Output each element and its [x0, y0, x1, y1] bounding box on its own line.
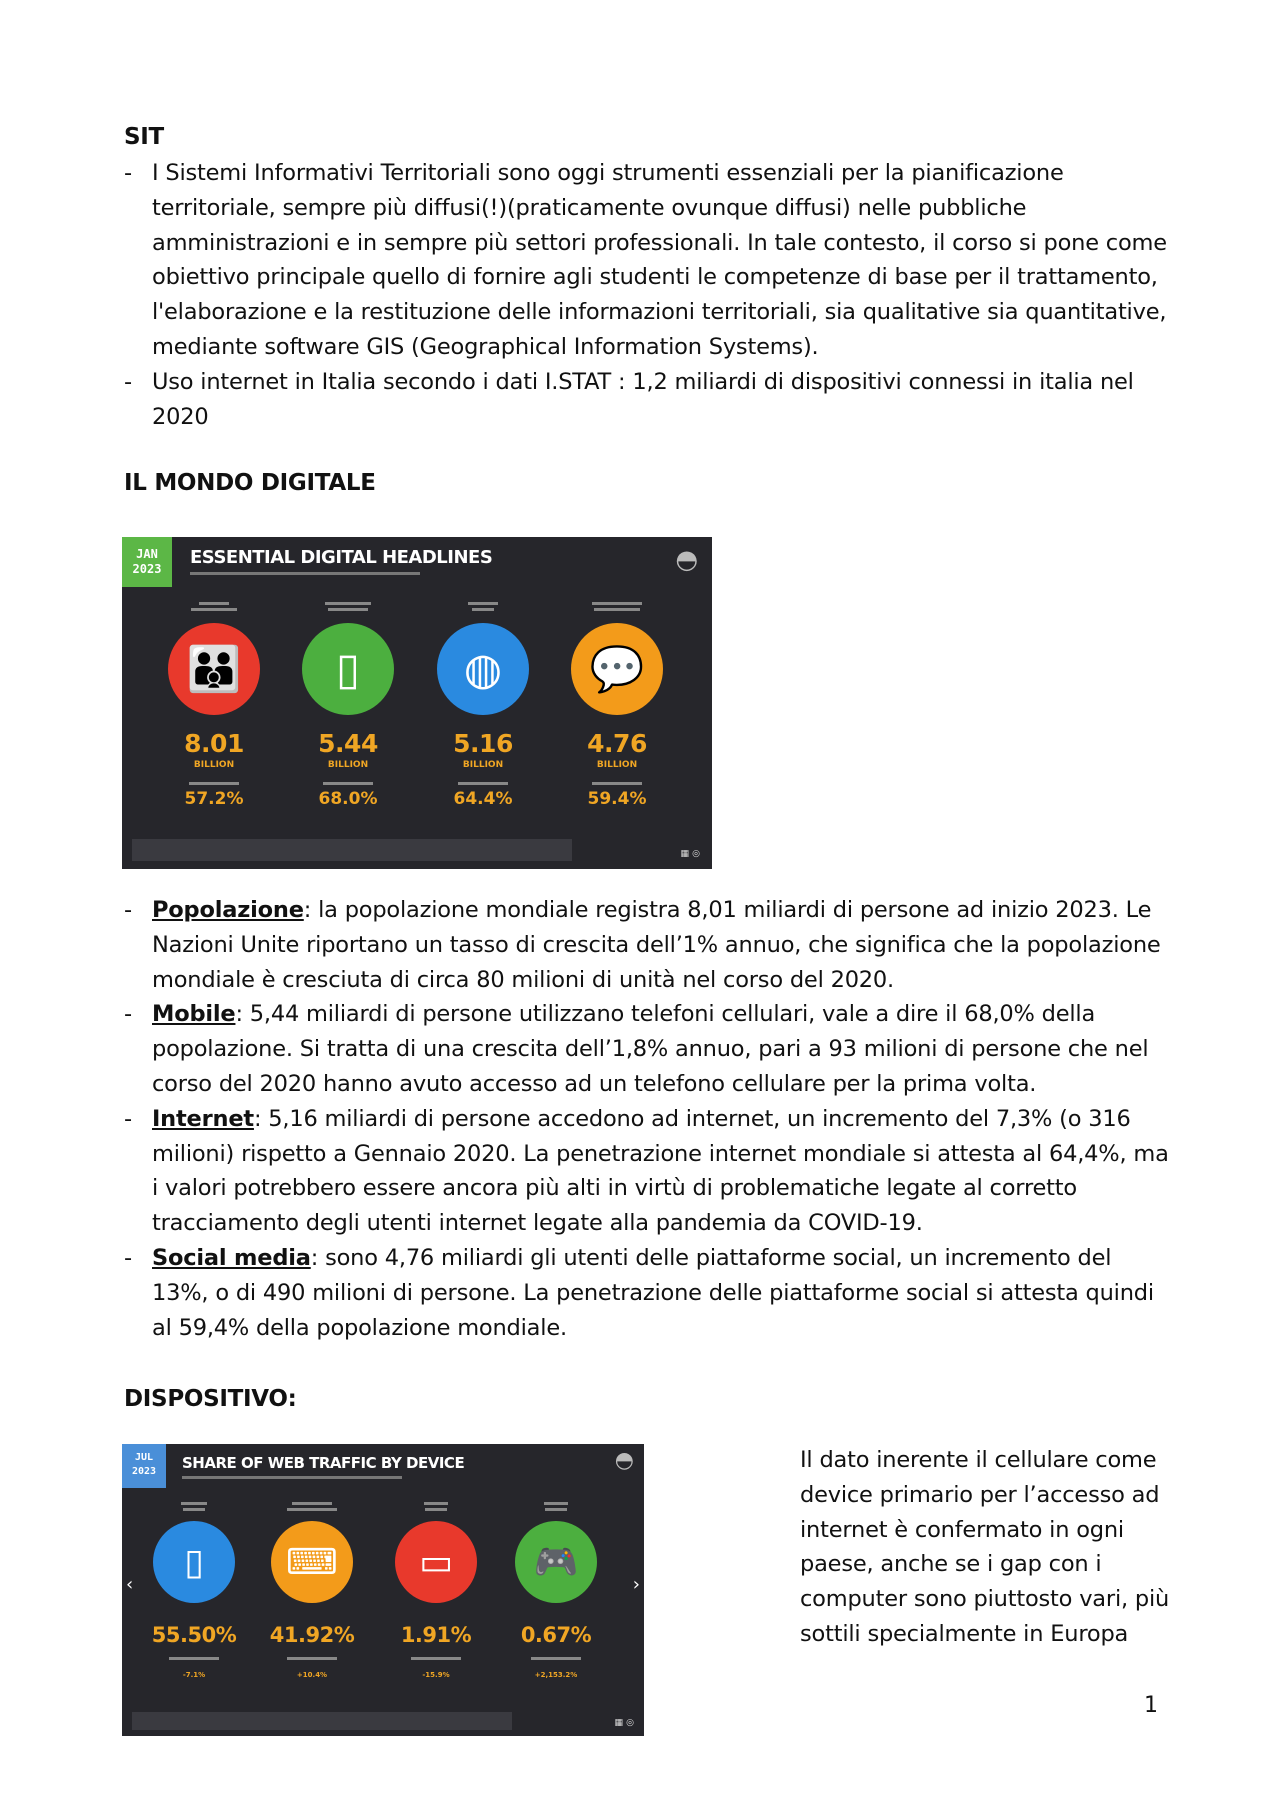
label-bar: [287, 1508, 337, 1511]
label-bar: [594, 608, 640, 611]
device-share-change: +10.4%: [296, 1671, 328, 1679]
people-icon: 👪: [168, 623, 260, 715]
mobile-phone-icon: ▯: [153, 1521, 235, 1603]
term-social-media: Social media: [152, 1244, 311, 1271]
label-bar: [169, 1657, 219, 1660]
sit-bullet-list: [124, 156, 1174, 434]
partner-logos: ▦ ◎: [614, 1718, 634, 1728]
device-mobile: [144, 1502, 244, 1680]
label-bar: [424, 1502, 448, 1505]
chevron-left-icon: ‹: [126, 1574, 134, 1595]
headline-unit: BILLION: [193, 760, 235, 770]
headline-population: [164, 602, 264, 809]
bullet-internet: [124, 1102, 1174, 1241]
label-bar: [328, 608, 368, 611]
chevron-right-icon: ›: [632, 1574, 640, 1595]
headline-internet: [433, 602, 533, 809]
headline-unit: BILLION: [327, 760, 369, 770]
digitale-bullet-list: [124, 893, 1174, 1345]
label-bar: [183, 1508, 205, 1511]
device-tablet: [386, 1502, 486, 1680]
globe-icon: ◍: [437, 623, 529, 715]
essential-digital-headlines-infographic: [122, 537, 712, 869]
device-comment-text: Il dato inerente il cellulare come device primario per l’accesso ad internet è confermato in ogni paese, anche se i gap con i computer sono piuttosto vari, più sottili specialmente in Europa: [800, 1447, 1170, 1647]
text-mobile: : 5,44 miliardi di persone utilizzano telefoni cellulari, vale a dire il 68,0% della popolazione. Si tratta di una crescita dell’1,8% annuo, pari a 93 milioni di persone che nel corso del 2020 hanno avuto accesso ad un telefono cellulare per la prima volta.: [152, 1001, 1149, 1097]
mobile-phone-icon: ▯: [302, 623, 394, 715]
infographic-footer-notes: [132, 839, 572, 861]
label-bar: [544, 1502, 568, 1505]
headline-percent: 64.4%: [453, 789, 513, 809]
heading-sit: SIT: [124, 124, 164, 150]
label-bar: [425, 1508, 447, 1511]
device-share-value: 0.67%: [520, 1623, 592, 1647]
device-share-value: 55.50%: [151, 1623, 237, 1647]
badge-year: 2023: [131, 1466, 157, 1477]
device-share-change: +2,153.2%: [534, 1671, 578, 1679]
world-map-icon: ◓: [614, 1448, 634, 1473]
label-bar: [458, 782, 508, 785]
label-bar: [181, 1502, 207, 1505]
device-share-change: -15.9%: [422, 1671, 450, 1679]
label-bar: [287, 1657, 337, 1660]
label-bar: [472, 608, 494, 611]
bullet-popolazione: [124, 893, 1174, 997]
text-social-media: : sono 4,76 miliardi gli utenti delle piattaforme social, un incremento del 13%, o di 490 milioni di persone. La penetrazione delle piattaforme social si attesta quindi al 59,4% della popolazione mondiale.: [152, 1244, 1154, 1341]
page-number: 1: [1144, 1693, 1158, 1718]
label-bar: [592, 602, 642, 605]
headline-value: 4.76: [587, 729, 647, 758]
label-bar: [468, 602, 498, 605]
tablet-icon: ▭: [395, 1521, 477, 1603]
heading-mondo-digitale: IL MONDO DIGITALE: [124, 470, 376, 496]
sit-bullet-gis: - I Sistemi Informativi Territoriali sono oggi strumenti essenziali per la pianificazione territoriale, sempre più diffusi(!)(praticamente ovunque diffusi) nelle pubbliche amministrazioni e in sempre più settori professionali. In tale contesto, il corso si pone come obiettivo principale quello di fornire agli studenti le competenze di base per il trattamento, l'elaborazione e la restituzione delle informazioni territoriali, sia qualitative sia quantitative, mediante software GIS (Geographical Information Systems).: [124, 156, 1174, 365]
badge-month: JUL: [134, 1452, 154, 1463]
badge-year: 2023: [132, 562, 162, 576]
device-share-value: 1.91%: [400, 1623, 472, 1647]
label-bar: [199, 602, 229, 605]
chat-bubble-icon: 💬: [571, 623, 663, 715]
headline-value: 8.01: [184, 729, 244, 758]
headline-value: 5.16: [453, 729, 513, 758]
badge-month: JAN: [136, 547, 158, 561]
infographic-title: ESSENTIAL DIGITAL HEADLINES: [190, 547, 493, 568]
headline-percent: 57.2%: [184, 789, 244, 809]
label-bar: [545, 1508, 567, 1511]
term-internet: Internet: [152, 1105, 254, 1132]
label-bar: [531, 1657, 581, 1660]
heading-dispositivo: DISPOSITIVO:: [124, 1386, 297, 1412]
device-share-change: -7.1%: [182, 1671, 206, 1679]
headline-unit: BILLION: [596, 760, 638, 770]
label-bar: [325, 602, 371, 605]
laptop-icon: ⌨: [271, 1521, 353, 1603]
date-badge: [122, 1444, 166, 1488]
device-laptop-desktop: [262, 1502, 362, 1680]
headline-value: 5.44: [318, 729, 378, 758]
headline-unit: BILLION: [462, 760, 504, 770]
bullet-mobile: [124, 997, 1174, 1101]
label-bar: [411, 1657, 461, 1660]
infographic-footer-notes: [132, 1712, 512, 1730]
device-other: [506, 1502, 606, 1680]
label-bar: [292, 1502, 332, 1505]
label-bar: [592, 782, 642, 785]
label-bar: [189, 782, 239, 785]
headline-mobile: [298, 602, 398, 809]
device-share-value: 41.92%: [269, 1623, 355, 1647]
bullet-social-media: [124, 1241, 1174, 1345]
partner-logos: ▦ ◎: [680, 849, 700, 859]
headline-percent: 59.4%: [587, 789, 647, 809]
game-controller-icon: 🎮: [515, 1521, 597, 1603]
infographic-title: SHARE OF WEB TRAFFIC BY DEVICE: [182, 1454, 465, 1472]
headline-social-media: [567, 602, 667, 809]
world-map-icon: ◓: [675, 545, 698, 575]
infographic-subtitle-bar: [190, 572, 420, 575]
web-traffic-by-device-infographic: [122, 1444, 644, 1736]
term-mobile: Mobile: [152, 1001, 236, 1028]
text-internet: : 5,16 miliardi di persone accedono ad internet, un incremento del 7,3% (o 316 milioni) rispetto a Gennaio 2020. La penetrazione internet mondiale si attesta al 64,4%, ma i valori potrebbero essere ancora più alti in virtù di problematiche legate al corretto tracciamento degli utenti internet legate alla pandemia da COVID-19.: [152, 1105, 1169, 1237]
label-bar: [191, 608, 237, 611]
term-popolazione: Popolazione: [152, 897, 304, 923]
headline-percent: 68.0%: [318, 789, 378, 809]
label-bar: [323, 782, 373, 785]
infographic-subtitle-bar: [182, 1476, 402, 1479]
text-popolazione: : la popolazione mondiale registra 8,01 miliardi di persone ad inizio 2023. Le Nazioni Unite riportano un tasso di crescita dell’1% annuo, che significa che la popolazione mondiale è cresciuta di circa 80 milioni di unità nel corso del 2020.: [152, 897, 1161, 993]
sit-bullet-istat: - Uso internet in Italia secondo i dati I.STAT : 1,2 miliardi di dispositivi connessi in italia nel 2020: [124, 365, 1174, 435]
date-badge: [122, 537, 172, 587]
